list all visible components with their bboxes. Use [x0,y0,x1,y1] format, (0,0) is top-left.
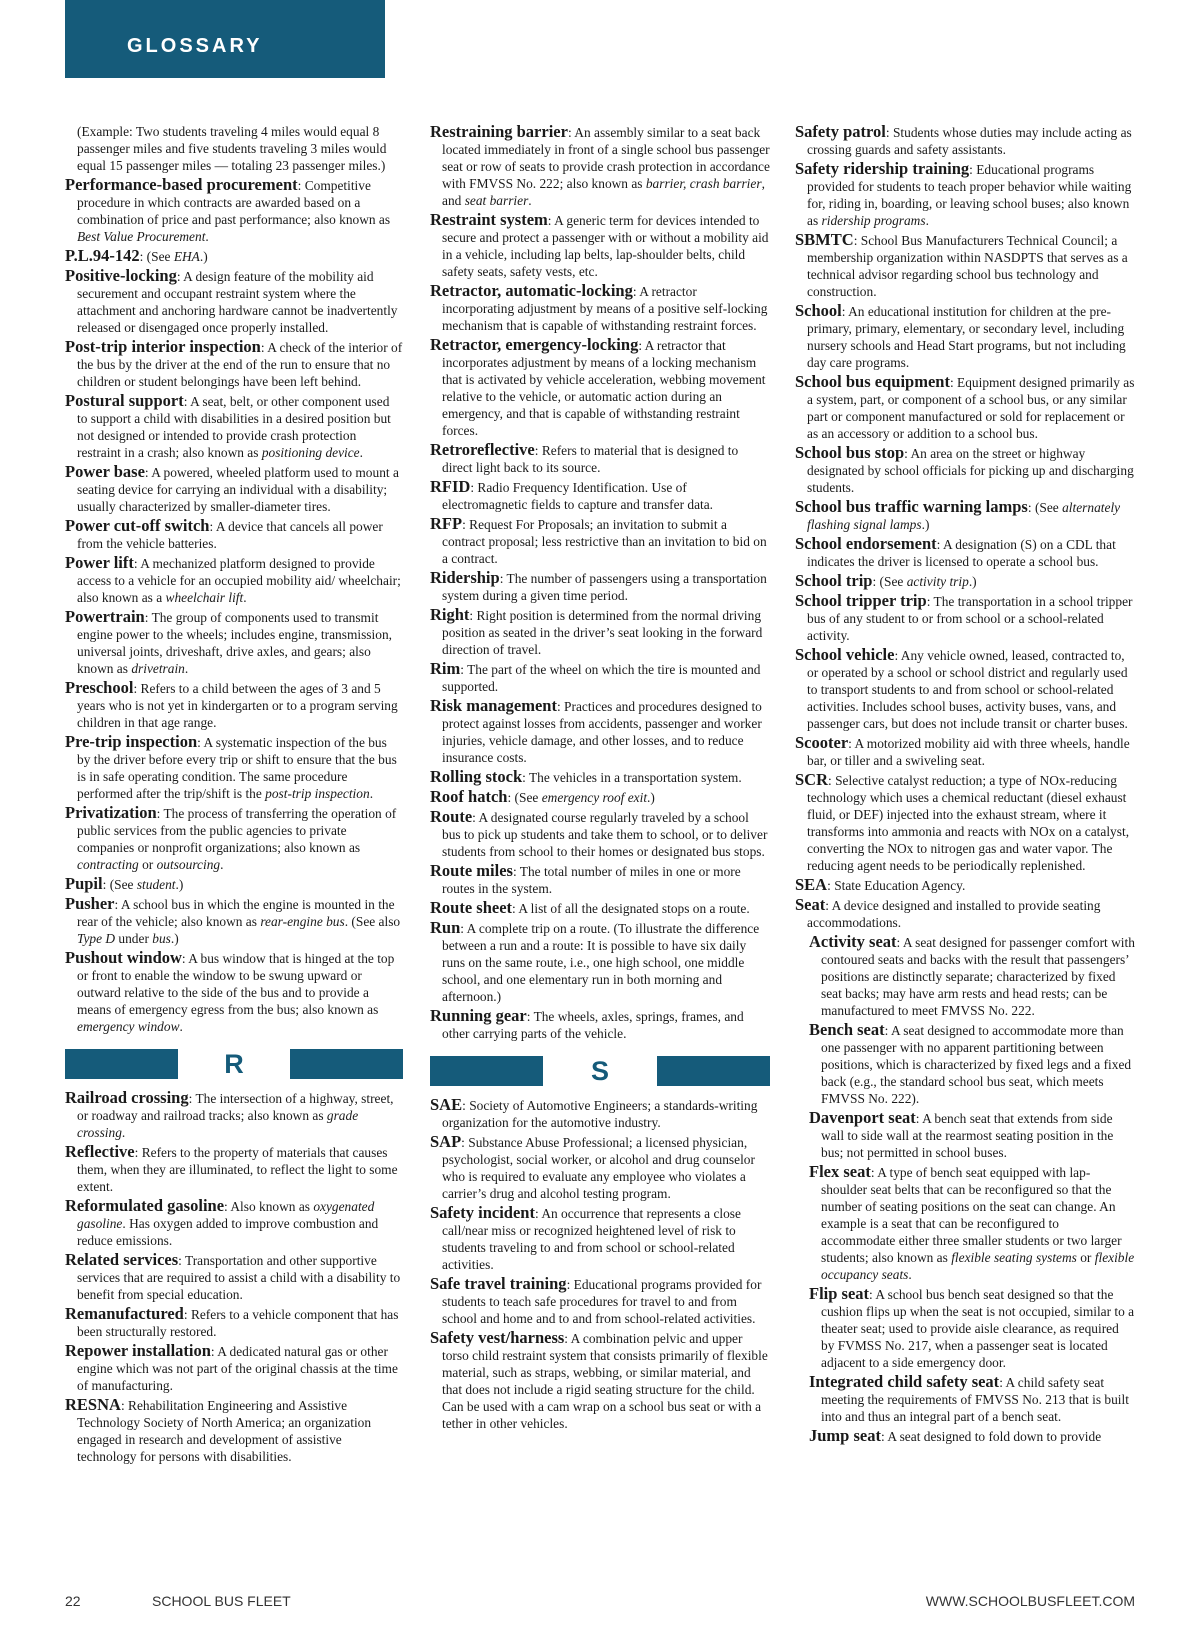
glossary-term: Preschool [65,678,134,697]
section-title: GLOSSARY [127,35,263,57]
glossary-definition: A bench seat that extends from side wall to side wall at the rearmost seating position in the bus; not permitted in school buses. [821,1111,1114,1160]
glossary-definition: Also known as oxygenated gasoline. Has oxygen added to improve combustion and reduce emissions. [77,1199,379,1248]
glossary-definition: An assembly similar to a seat back located immediately in front of a single school bus passenger seat or row of seats to provide crash protection in accordance with FMVSS No. 222; also known as barrier, crash barrier, and seat barrier. [442,125,770,208]
glossary-definition: A mechanized platform designed to provide access to a vehicle for an occupied mobility aid/ wheelchair; also known as a wheelchair lift. [77,556,401,605]
section-letter-divider [65,1049,403,1079]
glossary-subentry: Activity seat: A seat designed for passenger comfort with contoured seats and backs with the result that passengers’ positions are distinctly separate; characterized by fixed seat backs; may have arm rests and head rests; can be manufactured to meet FMVSS No. 222. [809,932,1135,1018]
glossary-definition: The transportation in a school tripper bus of any student to or from school or a school-related activity. [807,594,1133,643]
glossary-entry: School trip: (See activity trip.) [795,571,977,590]
glossary-definition: A school bus bench seat designed so that the cushion flips up when the seat is not occupied, similar to a theater seat; used to provide aisle clearance, as required by FVMSS No. 217, when a passenger seat is located adjacent to a side emergency door. [821,1287,1135,1370]
glossary-definition: A check of the interior of the bus by the driver at the end of the run to ensure that no children or student belongings have been left behind. [77,340,403,389]
glossary-entry: Running gear: The wheels, axles, springs, frames, and other carrying parts of the vehicle. [430,1006,744,1041]
glossary-subentry: Bench seat: A seat designed to accommodate more than one passenger with no apparent partitioning between positions, which is characterized by fixed legs and a fixed back (e.g., the standard school bus seat, which meets FMVSS No. 222). [809,1020,1132,1106]
glossary-definition: The number of passengers using a transportation system during a given time period. [442,571,767,603]
glossary-entry: Remanufactured: Refers to a vehicle component that has been structurally restored. [65,1304,399,1339]
glossary-entry: Route sheet: A list of all the designated stops on a route. [430,898,750,917]
glossary-definition: A school bus in which the engine is mounted in the rear of the vehicle; also known as rear-engine bus. (See also Type D under bus.) [77,897,401,946]
glossary-term: SEA [795,875,828,894]
glossary-entry: SAP: Substance Abuse Professional; a licensed physician, psychologist, social worker, or alcohol and drug counselor who is required to evaluate any employee who violates a carrier’s drug and alcohol testing program. [430,1132,755,1201]
glossary-term: Right [430,605,470,624]
glossary-term: Rim [430,659,461,678]
website-url: WWW.SCHOOLBUSFLEET.COM [925,1593,1135,1609]
glossary-term: Reformulated gasoline [65,1196,225,1215]
glossary-term: School vehicle [795,645,895,664]
glossary-subentry: Flex seat: A type of bench seat equipped with lap-shoulder seat belts that can be reconfigured so that the number of seating positions on the seat can change. An example is a seat that can be reconfigured to accommodate either three smaller students or two larger students; also known as flexible seating systems or flexible occupancy seats. [809,1162,1135,1282]
glossary-definition: The intersection of a highway, street, or roadway and railroad tracks; also known as grade crossing. [77,1091,394,1140]
glossary-entry: Risk management: Practices and procedures designed to protect against losses from accidents, passenger and worker injuries, vehicle damage, and other losses, and to reduce insurance costs. [430,696,762,765]
glossary-entry: Scooter: A motorized mobility aid with three wheels, handle bar, or tiller and a swiveling seat. [795,733,1130,768]
glossary-term: School bus traffic warning lamps [795,497,1028,516]
glossary-definition: Rehabilitation Engineering and Assistive Technology Society of North America; an organization engaged in research and development of assistive technology for persons with disabilities. [77,1398,372,1464]
glossary-entry: Pupil: (See student.) [65,874,184,893]
glossary-entry: Reformulated gasoline: Also known as oxygenated gasoline. Has oxygen added to improve combustion and reduce emissions. [65,1196,379,1248]
glossary-definition: A retractor that incorporates adjustment by means of a locking mechanism that is activated by vehicle acceleration, webbing movement relative to the vehicle, or automatic action during an emergency, and that is capable of withstanding restraint forces. [442,338,766,438]
glossary-column-1 [65,123,403,1467]
glossary-term: Scooter [795,733,849,752]
glossary-definition: A designated course regularly traveled by a school bus to pick up students and take them to school, or to deliver students from school to their homes or designated bus stops. [442,810,768,859]
glossary-term: RESNA [65,1395,121,1414]
glossary-entry: Right: Right position is determined from the normal driving position as seated in the driver’s seat looking in the forward direction of travel. [430,605,763,657]
glossary-term: Power cut-off switch [65,516,210,535]
glossary-term: Roof hatch [430,787,508,806]
glossary-entry: School vehicle: Any vehicle owned, leased, contracted to, or operated by a school or school district and regularly used to transport students to and from school or school-related activities. Includes school buses, activity buses, vans, and passenger cars, but does not include transit or charter buses. [795,645,1128,731]
glossary-definition: The process of transferring the operation of public services from the public agencies to private companies or nonprofit organizations; also known as contracting or outsourcing. [77,806,397,872]
glossary-term: School bus equipment [795,372,950,391]
glossary-term: Route miles [430,861,513,880]
glossary-definition: Transportation and other supportive services that are required to assist a child with a disability to benefit from special education. [77,1253,401,1302]
glossary-entry: School: An educational institution for children at the pre-primary, primary, elementary, or secondary level, including nursery schools and Head Start programs, but not including day care programs. [795,301,1126,370]
glossary-term: Powertrain [65,607,145,626]
glossary-term: Safety vest/harness [430,1328,565,1347]
glossary-term: SBMTC [795,230,854,249]
glossary-definition: A combination pelvic and upper torso child restraint system that consists primarily of flexible material, such as straps, webbing, or similar material, and that does not include a rigid seating structure for the child. Can be used with a cam wrap on a school bus seat or with a tether in other vehicles. [442,1331,768,1431]
glossary-entry: RFID: Radio Frequency Identification. Use of electromagnetic fields to capture and transfer data. [430,477,714,512]
glossary-entry: RFP: Request For Proposals; an invitation to submit a contract proposal; less restrictive than an invitation to bid on a contract. [430,514,767,566]
glossary-term: P.L.94-142 [65,246,140,265]
glossary-term: RFP [430,514,463,533]
glossary-term: Pre-trip inspection [65,732,198,751]
glossary-definition: A seat designed for passenger comfort with contoured seats and backs with the result that passengers’ positions are distinctly separate; characterized by fixed seat backs; may have arm rests and head rests; can be manufactured to meet FMVSS No. 222. [821,935,1135,1018]
glossary-definition: The vehicles in a transportation system. [528,770,742,785]
glossary-term: Ridership [430,568,500,587]
glossary-definition: A seat, belt, or other component used to support a child with disabilities in a desired position but not designed or intended to provide crash protection restraint in a crash; also known as positioning device. [77,394,391,460]
glossary-definition: Practices and procedures designed to protect against losses from accidents, passenger and worker injuries, vehicle damage, and other losses, and to reduce insurance costs. [442,699,762,765]
glossary-term: Integrated child safety seat [809,1372,1000,1391]
glossary-term: School [795,301,842,320]
glossary-term: Retractor, emergency-locking [430,335,639,354]
glossary-entry: Pusher: A school bus in which the engine is mounted in the rear of the vehicle; also known as rear-engine bus. (See also Type D under bus.) [65,894,401,946]
glossary-entry: School bus stop: An area on the street or highway designated by school officials for picking up and discharging students. [795,443,1134,495]
glossary-definition: Substance Abuse Professional; a licensed physician, psychologist, social worker, or alcohol and drug counselor who is required to evaluate any employee who violates a carrier’s drug and alcohol testing program. [442,1135,755,1201]
glossary-entry: Power cut-off switch: A device that cancels all power from the vehicle batteries. [65,516,383,551]
glossary-subentry: Jump seat: A seat designed to fold down to provide [809,1426,1102,1445]
glossary-term: Related services [65,1250,179,1269]
glossary-entry: School endorsement: A designation (S) on a CDL that indicates the driver is licensed to operate a school bus. [795,534,1116,569]
glossary-definition: (See activity trip.) [879,574,977,589]
glossary-entry: Retractor, automatic-locking: A retractor incorporating adjustment by means of a positive self-locking mechanism that is capable of withstanding restraint forces. [430,281,768,333]
section-letter: R [224,1049,244,1079]
glossary-term: SAP [430,1132,462,1151]
glossary-definition: A bus window that is hinged at the top or front to enable the window to be swung upward or outward relative to the side of the bus and to provide a means of emergency egress from the bus; also known as emergency window. [77,951,395,1034]
glossary-entry: Retroreflective: Refers to material that is designed to direct light back to its source. [430,440,739,475]
glossary-entry: SAE: Society of Automotive Engineers; a standards-writing organization for the automotive industry. [430,1095,758,1130]
glossary-term: Railroad crossing [65,1088,189,1107]
glossary-definition: A seat designed to fold down to provide [887,1429,1102,1444]
glossary-column-2 [430,123,770,1434]
glossary-term: Bench seat [809,1020,885,1039]
glossary-term: Postural support [65,391,184,410]
glossary-entry: Safety patrol: Students whose duties may include acting as crossing guards and safety assistants. [795,122,1132,157]
glossary-entry: Performance-based procurement: Competitive procedure in which contracts are awarded based on a combination of price and past performance; also known as Best Value Procurement. [65,175,391,244]
glossary-entry: Rolling stock: The vehicles in a transportation system. [430,767,742,786]
glossary-term: Risk management [430,696,557,715]
glossary-definition: Educational programs provided for students to teach safe procedures for travel to and from school and home and to and from school-related activities. [442,1277,762,1326]
glossary-entry: SBMTC: School Bus Manufacturers Technical Council; a membership organization within NASDPTS that serves as a technical advisor regarding school bus technology and construction. [795,230,1128,299]
glossary-entry: Power lift: A mechanized platform designed to provide access to a vehicle for an occupied mobility aid/ wheelchair; also known as a wheelchair lift. [65,553,401,605]
glossary-definition: A powered, wheeled platform used to mount a seating device for carrying an individual with a disability; usually characterized by smaller-diameter tires. [77,465,399,514]
glossary-term: SCR [795,770,829,789]
glossary-term: School trip [795,571,873,590]
glossary-subentry: Integrated child safety seat: A child safety seat meeting the requirements of FMVSS No. 213 that is built into and thus an integral part of a bench seat. [809,1372,1129,1424]
glossary-entry: Powertrain: The group of components used to transmit engine power to the wheels; includes engine, transmission, universal joints, driveshaft, drive axles, and gears; also known as drivetrain. [65,607,392,676]
glossary-term: Davenport seat [809,1108,916,1127]
glossary-definition: A list of all the designated stops on a route. [518,901,750,916]
glossary-definition: Any vehicle owned, leased, contracted to, or operated by a school or school district and regularly used to transport students to and from school or school-related activities. Includes school buses, activity buses, vans, and passenger cars, but does not include transit or charter buses. [807,648,1128,731]
glossary-definition: Request For Proposals; an invitation to submit a contract proposal; less restrictive than an invitation to bid on a contract. [442,517,767,566]
glossary-term: Power lift [65,553,134,572]
glossary-definition: Selective catalyst reduction; a type of NOx-reducing technology which uses a chemical reductant (diesel exhaust fluid, or DEF) injected into the exhaust stream, where it transforms into ammonia and reacts with NOx on a catalyst, converting the NOx to nitrogen gas and water vapor. The reducing agent needs to be periodically replenished. [807,773,1130,873]
page-number: 22 [65,1593,81,1609]
glossary-definition: A generic term for devices intended to secure and protect a passenger with or without a mobility aid in a vehicle, including lap belts, lap-shoulder belts, child safety seats, safety vests, etc. [442,213,769,279]
glossary-definition: A device that cancels all power from the vehicle batteries. [77,519,383,551]
glossary-entry: Ridership: The number of passengers using a transportation system during a given time period. [430,568,767,603]
glossary-definition: Competitive procedure in which contracts are awarded based on a combination of price and past performance; also known as Best Value Procurement. [77,178,391,244]
glossary-definition: Refers to material that is designed to direct light back to its source. [442,443,739,475]
glossary-term: Route [430,807,473,826]
glossary-definition: A complete trip on a route. (To illustrate the difference between a run and a route: It is possible to have six daily runs on the same route, i.e., one high school, one middle school, and one elementary run in both morning and afternoon.) [442,921,760,1004]
glossary-entry: Preschool: Refers to a child between the ages of 3 and 5 years who is not yet in kindergarten or to a program serving children in that age range. [65,678,398,730]
glossary-entry: Privatization: The process of transferring the operation of public services from the public agencies to private companies or nonprofit organizations; also known as contracting or outsourcing. [65,803,397,872]
glossary-entry [65,123,403,174]
glossary-term: Running gear [430,1006,527,1025]
glossary-definition: Refers to a child between the ages of 3 and 5 years who is not yet in kindergarten or to a program serving children in that age range. [77,681,398,730]
glossary-term: Pusher [65,894,115,913]
glossary-entry: Roof hatch: (See emergency roof exit.) [430,787,655,806]
glossary-definition: (See emergency roof exit.) [514,790,655,805]
glossary-term: Safety incident [430,1203,535,1222]
glossary-entry: Run: A complete trip on a route. (To illustrate the difference between a run and a route: It is possible to have six daily runs on the same route, i.e., one high school, one middle school, and one elementary run in both morning and afternoon.) [430,918,760,1004]
glossary-term: Run [430,918,461,937]
glossary-entry: Railroad crossing: The intersection of a highway, street, or roadway and railroad tracks; also known as grade crossing. [65,1088,394,1140]
glossary-entry: School bus equipment: Equipment designed primarily as a system, part, or component of a school bus, or any similar part or component manufactured or sold for replacement or as an accessory or addition to a school bus. [795,372,1135,441]
glossary-term: School bus stop [795,443,905,462]
glossary-entry: Pre-trip inspection: A systematic inspection of the bus by the driver before every trip or shift to ensure that the bus is in safe operating condition. The same procedure performed after the trip/shift is the post-trip inspection. [65,732,397,801]
glossary-definition: Society of Automotive Engineers; a standards-writing organization for the automotive industry. [442,1098,758,1130]
glossary-entry: Safety incident: An occurrence that represents a close call/near miss or recognized heightened level of risk to students traveling to and from school or school-related activities. [430,1203,741,1272]
glossary-definition: Equipment designed primarily as a system, part, or component of a school bus, or any similar part or component manufactured or sold for replacement or as an accessory or addition to a school bus. [807,375,1135,441]
glossary-term: Privatization [65,803,157,822]
glossary-definition: Radio Frequency Identification. Use of electromagnetic fields to capture and transfer data. [442,480,714,512]
glossary-definition: A device designed and installed to provide seating accommodations. [807,898,1101,930]
glossary-entry: School bus traffic warning lamps: (See alternately flashing signal lamps.) [795,497,1121,532]
glossary-term: Flip seat [809,1284,870,1303]
glossary-definition: The part of the wheel on which the tire is mounted and supported. [442,662,761,694]
glossary-term: RFID [430,477,471,496]
glossary-term: Seat [795,895,826,914]
glossary-definition: The wheels, axles, springs, frames, and other carrying parts of the vehicle. [442,1009,744,1041]
glossary-entry: Repower installation: A dedicated natural gas or other engine which was not part of the original chassis at the time of manufacturing. [65,1341,398,1393]
glossary-entry: Seat: A device designed and installed to provide seating accommodations. [795,895,1101,930]
glossary-definition: (See alternately flashing signal lamps.) [807,500,1121,532]
glossary-definition: A seat designed to accommodate more than one passenger with no apparent partitioning between positions, which is characterized by fixed legs and a fixed back (e.g., the standard school bus seat, which meets FMVSS No. 222). [821,1023,1132,1106]
glossary-entry: SEA: State Education Agency. [795,875,966,894]
section-letter: S [590,1056,609,1086]
glossary-entry: Safe travel training: Educational programs provided for students to teach safe procedures for travel to and from school and home and to and from school-related activities. [430,1274,762,1326]
glossary-entry: School tripper trip: The transportation in a school tripper bus of any student to or from school or a school-related activity. [795,591,1133,643]
glossary-definition: A child safety seat meeting the requirements of FMVSS No. 213 that is built into and thus an integral part of a bench seat. [821,1375,1129,1424]
glossary-definition: A dedicated natural gas or other engine which was not part of the original chassis at the time of manufacturing. [77,1344,398,1393]
glossary-entry: Route miles: The total number of miles in one or more routes in the system. [430,861,741,896]
glossary-term: Activity seat [809,932,897,951]
glossary-definition: The group of components used to transmit engine power to the wheels; includes engine, transmission, universal joints, driveshaft, drive axles, and gears; also known as drivetrain. [77,610,392,676]
glossary-definition: The total number of miles in one or more routes in the system. [442,864,741,896]
glossary-definition: State Education Agency. [834,878,966,893]
glossary-definition: (See EHA.) [146,249,208,264]
glossary-term: Repower installation [65,1341,211,1360]
glossary-entry: SCR: Selective catalyst reduction; a type of NOx-reducing technology which uses a chemical reductant (diesel exhaust fluid, or DEF) injected into the exhaust stream, where it transforms into ammonia and reacts with NOx on a catalyst, converting the NOx to nitrogen gas and water vapor. The reducing agent needs to be periodically replenished. [795,770,1130,873]
section-letter-divider [430,1056,770,1086]
glossary-entry: Positive-locking: A design feature of the mobility aid securement and occupant restraint system where the attachment and anchoring hardware cannot be inadvertently released or disengaged once properly installed. [65,266,398,335]
glossary-definition: A type of bench seat equipped with lap-shoulder seat belts that can be reconfigured so that the number of seating positions on the seat can change. An example is a seat that can be reconfigured to accommodate either three smaller students or two larger students; also known as flexible seating systems or flexible occupancy seats. [821,1165,1135,1282]
glossary-term: Pushout window [65,948,182,967]
glossary-term: Post-trip interior inspection [65,337,261,356]
glossary-entry: Reflective: Refers to the property of materials that causes them, when they are illuminated, to reflect the light to some extent. [65,1142,398,1194]
glossary-definition: Refers to the property of materials that causes them, when they are illuminated, to reflect the light to some extent. [77,1145,398,1194]
glossary-header-tab [65,0,385,78]
glossary-term: Safety patrol [795,122,886,141]
glossary-definition: A designation (S) on a CDL that indicates the driver is licensed to operate a school bus. [807,537,1116,569]
glossary-definition: Right position is determined from the normal driving position as seated in the driver’s seat looking in the forward direction of travel. [442,608,763,657]
glossary-column-3 [795,123,1135,1447]
glossary-definition: An area on the street or highway designated by school officials for picking up and discharging students. [807,446,1134,495]
glossary-definition: Refers to a vehicle component that has been structurally restored. [77,1307,399,1339]
glossary-term: Flex seat [809,1162,871,1181]
glossary-term: Pupil [65,874,103,893]
glossary-term: Jump seat [809,1426,881,1445]
glossary-entry: Safety vest/harness: A combination pelvic and upper torso child restraint system that consists primarily of flexible material, such as straps, webbing, or similar material, and that does not include a rigid seating structure for the child. Can be used with a cam wrap on a school bus seat or with a tether in other vehicles. [430,1328,768,1431]
glossary-entry: Post-trip interior inspection: A check of the interior of the bus by the driver at the end of the run to ensure that no children or student belongings have been left behind. [65,337,403,389]
glossary-term: School endorsement [795,534,937,553]
glossary-definition: School Bus Manufacturers Technical Council; a membership organization within NASDPTS that serves as a technical advisor regarding school bus technology and construction. [807,233,1128,299]
glossary-term: Positive-locking [65,266,177,285]
glossary-entry: Retractor, emergency-locking: A retractor that incorporates adjustment by means of a locking mechanism that is activated by vehicle acceleration, webbing movement relative to the vehicle, or automatic action during an emergency, and that is capable of withstanding restraint forces. [430,335,766,438]
glossary-term: School tripper trip [795,591,927,610]
glossary-term: Remanufactured [65,1304,184,1323]
glossary-definition: (Example: Two students traveling 4 miles would equal 8 passenger miles and five students traveling 3 miles would equal 15 passenger miles — totaling 23 passenger miles.) [77,124,387,173]
glossary-definition: A retractor incorporating adjustment by means of a positive self-locking mechanism that is capable of withstanding restraint forces. [442,284,768,333]
publication-name: SCHOOL BUS FLEET [152,1593,291,1609]
glossary-entry: P.L.94-142: (See EHA.) [65,246,208,265]
glossary-entry: Postural support: A seat, belt, or other component used to support a child with disabilities in a desired position but not designed or intended to provide crash protection restraint in a crash; also known as positioning device. [65,391,391,460]
glossary-entry: Rim: The part of the wheel on which the tire is mounted and supported. [430,659,761,694]
glossary-term: Safety ridership training [795,159,970,178]
glossary-subentry: Flip seat: A school bus bench seat designed so that the cushion flips up when the seat is not occupied, similar to a theater seat; used to provide aisle clearance, as required by FVMSS No. 217, when a passenger seat is located adjacent to a side emergency door. [809,1284,1135,1370]
glossary-term: Restraining barrier [430,122,568,141]
glossary-term: Route sheet [430,898,513,917]
glossary-definition: A systematic inspection of the bus by the driver before every trip or shift to ensure that the bus is in safe operating condition. The same procedure performed after the trip/shift is the post-trip inspection. [77,735,397,801]
glossary-entry: Safety ridership training: Educational programs provided for students to teach proper behavior while waiting for, riding in, boarding, or leaving school buses; also known as ridership programs. [795,159,1132,228]
glossary-term: Restraint system [430,210,548,229]
glossary-definition: Educational programs provided for students to teach proper behavior while waiting for, riding in, boarding, or leaving school buses; also known as ridership programs. [807,162,1132,228]
glossary-entry: Related services: Transportation and other supportive services that are required to assist a child with a disability to benefit from special education. [65,1250,401,1302]
glossary-definition: (See student.) [109,877,184,892]
glossary-entry: Route: A designated course regularly traveled by a school bus to pick up students and take them to school, or to deliver students from school to their homes or designated bus stops. [430,807,768,859]
glossary-definition: Students whose duties may include acting as crossing guards and safety assistants. [807,125,1132,157]
glossary-definition: A motorized mobility aid with three wheels, handle bar, or tiller and a swiveling seat. [807,736,1130,768]
glossary-term: Reflective [65,1142,135,1161]
glossary-entry: Power base: A powered, wheeled platform used to mount a seating device for carrying an individual with a disability; usually characterized by smaller-diameter tires. [65,462,399,514]
glossary-entry: Restraint system: A generic term for devices intended to secure and protect a passenger with or without a mobility aid in a vehicle, including lap belts, lap-shoulder belts, child safety seats, safety vests, etc. [430,210,769,279]
glossary-entry: RESNA: Rehabilitation Engineering and Assistive Technology Society of North America; an organization engaged in research and development of assistive technology for persons with disabilities. [65,1395,372,1464]
glossary-definition: A design feature of the mobility aid securement and occupant restraint system where the attachment and anchoring hardware cannot be inadvertently released or disengaged once properly installed. [77,269,398,335]
glossary-definition: An educational institution for children at the pre-primary, primary, elementary, or secondary level, including nursery schools and Head Start programs, but not including day care programs. [807,304,1126,370]
glossary-definition: An occurrence that represents a close call/near miss or recognized heightened level of risk to students traveling to and from school or school-related activities. [442,1206,741,1272]
glossary-term: Safe travel training [430,1274,567,1293]
glossary-term: SAE [430,1095,463,1114]
glossary-subentry: Davenport seat: A bench seat that extends from side wall to side wall at the rearmost seating position in the bus; not permitted in school buses. [809,1108,1114,1160]
glossary-term: Retroreflective [430,440,535,459]
glossary-term: Performance-based procurement [65,175,298,194]
glossary-term: Rolling stock [430,767,523,786]
glossary-term: Retractor, automatic-locking [430,281,633,300]
glossary-entry: Pushout window: A bus window that is hinged at the top or front to enable the window to be swung upward or outward relative to the side of the bus and to provide a means of emergency egress from the bus; also known as emergency window. [65,948,395,1034]
glossary-entry: Restraining barrier: An assembly similar to a seat back located immediately in front of a single school bus passenger seat or row of seats to provide crash protection in accordance with FMVSS No. 222; also known as barrier, crash barrier, and seat barrier. [430,122,770,208]
glossary-term: Power base [65,462,145,481]
